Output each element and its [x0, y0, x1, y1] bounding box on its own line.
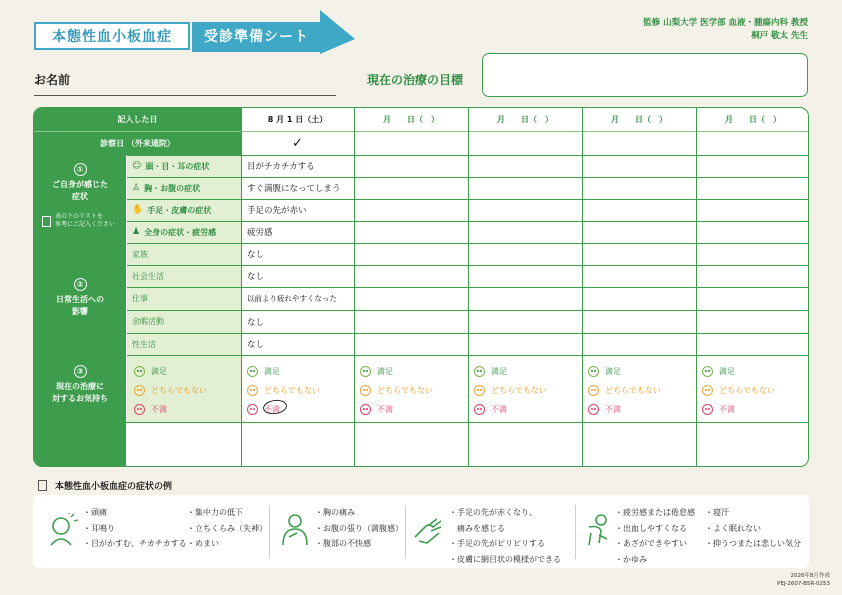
impact-value-sex-life[interactable]: なし: [247, 340, 265, 350]
mood-dissatisfied-option[interactable]: 不満: [702, 400, 775, 419]
impact-label-work: 仕事: [132, 294, 148, 303]
section1-title: [34, 163, 126, 203]
examples-separator: [575, 505, 576, 559]
section2-title-line1: 日常生活への: [56, 295, 104, 304]
impact-value-family[interactable]: なし: [247, 250, 265, 260]
examples-group3: ・手足の先が赤くなり、 痛みを感じる ・手足の先がピリピリする ・皮膚に網目状の模様ができる: [449, 508, 561, 564]
hand-symptom-icon: [411, 513, 447, 547]
mood-dissatisfied-option[interactable]: 不満: [247, 400, 320, 419]
mood-dissatisfied-option[interactable]: 不満: [588, 400, 661, 419]
document-icon: [42, 216, 51, 227]
impact-label-family: 家族: [132, 249, 148, 259]
fatigue-symptom-icon: [579, 513, 615, 547]
section1-number: ①: [74, 163, 87, 176]
row-divider: [34, 131, 809, 132]
mood-neutral-option[interactable]: どちらでもない: [474, 381, 547, 400]
frown-face-icon: [702, 404, 713, 415]
smile-face-icon: [702, 366, 713, 377]
section2-title: [34, 278, 126, 318]
treatment-goal-field[interactable]: [482, 53, 808, 97]
section1-title-line2: 症状: [72, 192, 88, 201]
col-divider: [468, 108, 469, 467]
examples-group1b: ・集中力の低下 ・立ちくらみ（失神） ・めまい: [187, 508, 267, 548]
impact-label-sex-life: 性生活: [132, 339, 156, 349]
section3-title-line2: 対するお気持ち: [52, 394, 108, 403]
name-field[interactable]: [34, 95, 336, 96]
row-divider: [34, 243, 809, 244]
symptom-label-body: ♟ 全身の症状・疲労感: [132, 227, 217, 237]
smile-face-icon: [360, 366, 371, 377]
mood-choice-col5[interactable]: [702, 362, 775, 419]
examples-group4a: ・疲労感または倦怠感 ・出血しやすくなる ・あざができやすい ・かゆみ: [615, 508, 695, 564]
examples-group1a: ・頭痛 ・耳鳴り ・目がかすむ、チカチカする: [83, 508, 187, 548]
impact-value-work[interactable]: 以前より疲れやすくなった: [247, 294, 337, 303]
row-divider: [34, 355, 809, 356]
impact-label-leisure: 余暇活動: [132, 317, 164, 326]
mood-dissatisfied-option[interactable]: 不満: [360, 400, 433, 419]
mood-neutral-option[interactable]: どちらでもない: [588, 381, 661, 400]
section1-note: [42, 213, 126, 229]
examples-group2: ・胸の痛み ・お腹の張り（満腹感） ・腹部の不快感: [315, 508, 403, 548]
mood-choice-col3[interactable]: [474, 362, 547, 419]
examples-separator: [269, 505, 270, 559]
section3-title: [34, 365, 126, 405]
mood-choice-col2[interactable]: [360, 362, 433, 419]
smile-face-icon: [588, 366, 599, 377]
section3-title-line1: 現在の治療に: [56, 382, 104, 391]
supervisor-affiliation: 監修 山梨大学 医学部 血液・腫瘍内科 教授: [643, 18, 808, 28]
section1-note-line1: 表の下のリストを: [55, 213, 103, 220]
symptom-value-limbs[interactable]: 手足の先が赤い: [247, 206, 307, 216]
examples-panel: [33, 495, 809, 568]
row-divider: [34, 155, 809, 156]
row-divider: [34, 422, 809, 423]
neutral-face-icon: [134, 385, 145, 396]
mood-satisfied-option[interactable]: 満足: [702, 362, 775, 381]
impact-label-social: 社会生活: [132, 271, 164, 281]
date-cell-5[interactable]: 月 日（ ）: [725, 115, 781, 124]
symptom-table: [33, 107, 809, 467]
mood-neutral-option[interactable]: どちらでもない: [702, 381, 775, 400]
neutral-face-icon: [360, 385, 371, 396]
section1-title-line1: ご自身が感じた: [52, 180, 108, 189]
chest-symptom-icon: [277, 513, 313, 547]
mood-satisfied-option[interactable]: 満足: [588, 362, 661, 381]
section2-number: ②: [74, 278, 87, 291]
col-divider: [354, 108, 355, 467]
symptom-value-body[interactable]: 疲労感: [247, 228, 273, 238]
col-divider: [241, 108, 242, 467]
date-row-label: 記入した日: [117, 115, 158, 124]
document-icon: [38, 480, 47, 491]
treatment-goal-label: 現在の治療の目標: [367, 73, 464, 87]
examples-group4b: ・寝汗 ・よく眠れない ・抑うつまたは悲しい気分: [705, 508, 801, 548]
symptom-value-head[interactable]: 目がチカチカする: [247, 162, 315, 172]
visit-row-label: 診察日 （外来通院）: [100, 138, 175, 148]
date-cell-4[interactable]: 月 日（ ）: [611, 115, 667, 124]
mood-dissatisfied: 不満: [134, 400, 207, 419]
date-cell-3[interactable]: 月 日（ ）: [497, 115, 553, 124]
hand-icon: ✋: [132, 205, 144, 215]
mood-neutral-option[interactable]: どちらでもない: [247, 381, 320, 400]
mood-satisfied: 満足: [134, 362, 207, 381]
body-icon: ♟: [132, 227, 141, 237]
visit-check-mark[interactable]: ✓: [292, 135, 303, 151]
remarks-label: 備考: [128, 441, 146, 451]
section2-title-line2: 影響: [72, 307, 88, 316]
symptom-label-limbs: ✋ 手足・皮膚の症状: [132, 205, 212, 215]
date-cell-2[interactable]: 月 日（ ）: [383, 115, 439, 124]
mood-choice-col4[interactable]: [588, 362, 661, 419]
col-divider: [582, 108, 583, 467]
frown-face-icon: [247, 404, 258, 415]
neutral-face-icon: [702, 385, 713, 396]
section1-note-line2: 参考にご記入ください: [55, 221, 116, 228]
mood-satisfied-option[interactable]: 満足: [360, 362, 433, 381]
footer-date: 2026年8月作成: [790, 573, 830, 579]
mood-satisfied-option[interactable]: 満足: [247, 362, 320, 381]
symptom-label-chest: ♙ 胸・お腹の症状: [132, 183, 201, 193]
footer-code: PEJ-2607-B5R-0253: [777, 581, 830, 587]
head-symptom-icon: [45, 513, 81, 547]
supervisor-credit: [643, 17, 808, 43]
examples-title: 本態性血小板血症の症状の例: [38, 479, 172, 492]
symptom-value-chest[interactable]: すぐ満腹になってしまう: [247, 184, 341, 194]
mood-neutral: どちらでもない: [134, 381, 207, 400]
mood-satisfied-option[interactable]: 満足: [474, 362, 547, 381]
footer: [777, 572, 830, 588]
date-cell-1[interactable]: 8 月 1 日（土）: [267, 115, 328, 124]
chest-icon: ♙: [132, 183, 141, 193]
frown-face-icon: [134, 404, 145, 415]
supervisor-name: 桐戸 敬太 先生: [751, 31, 808, 41]
col-divider: [696, 108, 697, 467]
smile-face-icon: [247, 366, 258, 377]
mood-legend: [134, 362, 207, 419]
neutral-face-icon: [474, 385, 485, 396]
frown-face-icon: [588, 404, 599, 415]
neutral-face-icon: [247, 385, 258, 396]
symptom-label-head: ☺ 頭・目・耳の症状: [132, 161, 210, 171]
mood-dissatisfied-option[interactable]: 不満: [474, 400, 547, 419]
name-label: お名前: [34, 73, 71, 87]
impact-value-leisure[interactable]: なし: [247, 317, 265, 328]
frown-face-icon: [474, 404, 485, 415]
sheet-label: 受診準備シート: [204, 29, 309, 45]
smile-face-icon: [134, 366, 145, 377]
head-icon: ☺: [132, 161, 142, 171]
section3-number: ③: [74, 365, 87, 378]
smile-face-icon: [474, 366, 485, 377]
mood-neutral-option[interactable]: どちらでもない: [360, 381, 433, 400]
examples-separator: [405, 505, 406, 559]
disease-title: 本態性血小板血症: [34, 22, 190, 50]
col-divider: [126, 155, 127, 422]
frown-face-icon: [360, 404, 371, 415]
sheet-label-banner: [192, 10, 355, 54]
impact-value-social[interactable]: なし: [247, 272, 265, 282]
neutral-face-icon: [588, 385, 599, 396]
